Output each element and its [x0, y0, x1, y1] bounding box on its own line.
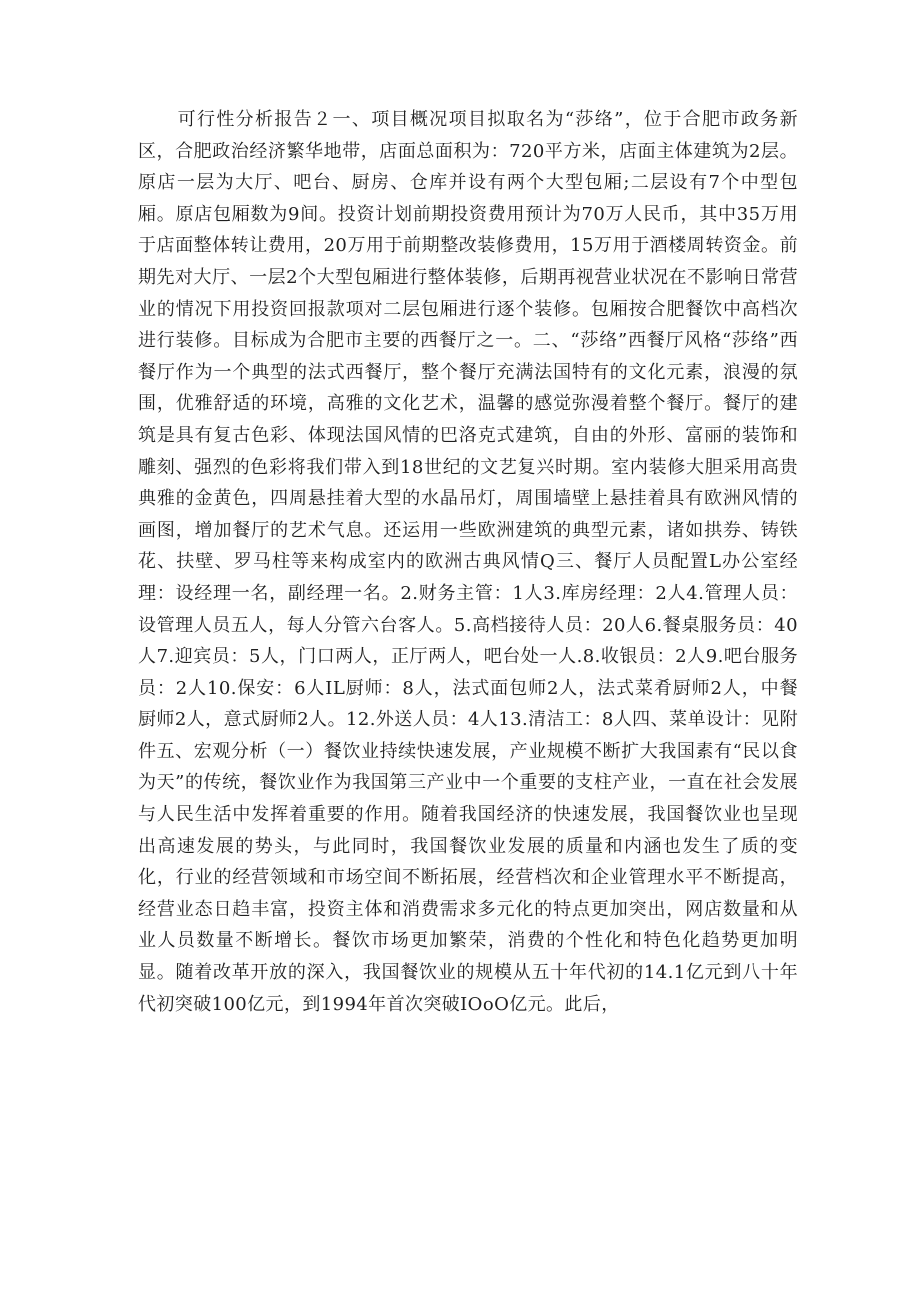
document-body	[138, 104, 798, 1020]
body-paragraph: 可行性分析报告２一、项目概况项目拟取名为“莎络”，位于合肥市政务新区，合肥政治经济繁华地带，店面总面积为：720平方米，店面主体建筑为2层。原店一层为大厅、吧台、厨房、仓库并设有两个大型包厢;二层设有7个中型包厢。原店包厢数为9间。投资计划前期投资费用预计为70万人民币，其中35万用于店面整体转让费用，20万用于前期整改装修费用，15万用于酒楼周转资金。前期先对大厅、一层2个大型包厢进行整体装修，后期再视营业状况在不影响日常营业的情况下用投资回报款项对二层包厢进行逐个装修。包厢按合肥餐饮中高档次进行装修。目标成为合肥市主要的西餐厅之一。二、“莎络”西餐厅风格“莎络”西餐厅作为一个典型的法式西餐厅，整个餐厅充满法国特有的文化元素，浪漫的氛围，优雅舒适的环境，高雅的文化艺术，温馨的感觉弥漫着整个餐厅。餐厅的建筑是具有复古色彩、体现法国风情的巴洛克式建筑，自由的外形、富丽的装饰和雕刻、强烈的色彩将我们带入到18世纪的文艺复兴时期。室内装修大胆采用高贵典雅的金黄色，四周悬挂着大型的水晶吊灯，周围墙壁上悬挂着具有欧洲风情的画图，增加餐厅的艺术气息。还运用一些欧洲建筑的典型元素，诸如拱券、铸铁花、扶壁、罗马柱等来构成室内的欧洲古典风情Q三、餐厅人员配置L办公室经理：设经理一名，副经理一名。2.财务主管：1人3.库房经理：2人4.管理人员：设管理人员五人，每人分管六台客人。5.高档接待人员：20人6.餐桌服务员：40人7.迎宾员：5人，门口两人，正厅两人，吧台处一人.8.收银员：2人9.吧台服务员：2人10.保安：6人IL厨师：8人，法式面包师2人，法式菜肴厨师2人，中餐厨师2人，意式厨师2人。12.外送人员：4人13.清洁工：8人四、菜单设计：见附件五、宏观分析（一）餐饮业持续快速发展，产业规模不断扩大我国素有“民以食为天”的传统，餐饮业作为我国第三产业中一个重要的支柱产业，一直在社会发展与人民生活中发挥着重要的作用。随着我国经济的快速发展，我国餐饮业也呈现出高速发展的势头，与此同时，我国餐饮业发展的质量和内涵也发生了质的变化，行业的经营领域和市场空间不断拓展，经营档次和企业管理水平不断提高，经营业态日趋丰富，投资主体和消费需求多元化的特点更加突出，网店数量和从业人员数量不断增长。餐饮市场更加繁荣，消费的个性化和特色化趋势更加明显。随着改革开放的深入，我国餐饮业的规模从五十年代初的14.1亿元到八十年代初突破100亿元，到1994年首次突破IOoO亿元。此后，	[138, 109, 798, 1015]
